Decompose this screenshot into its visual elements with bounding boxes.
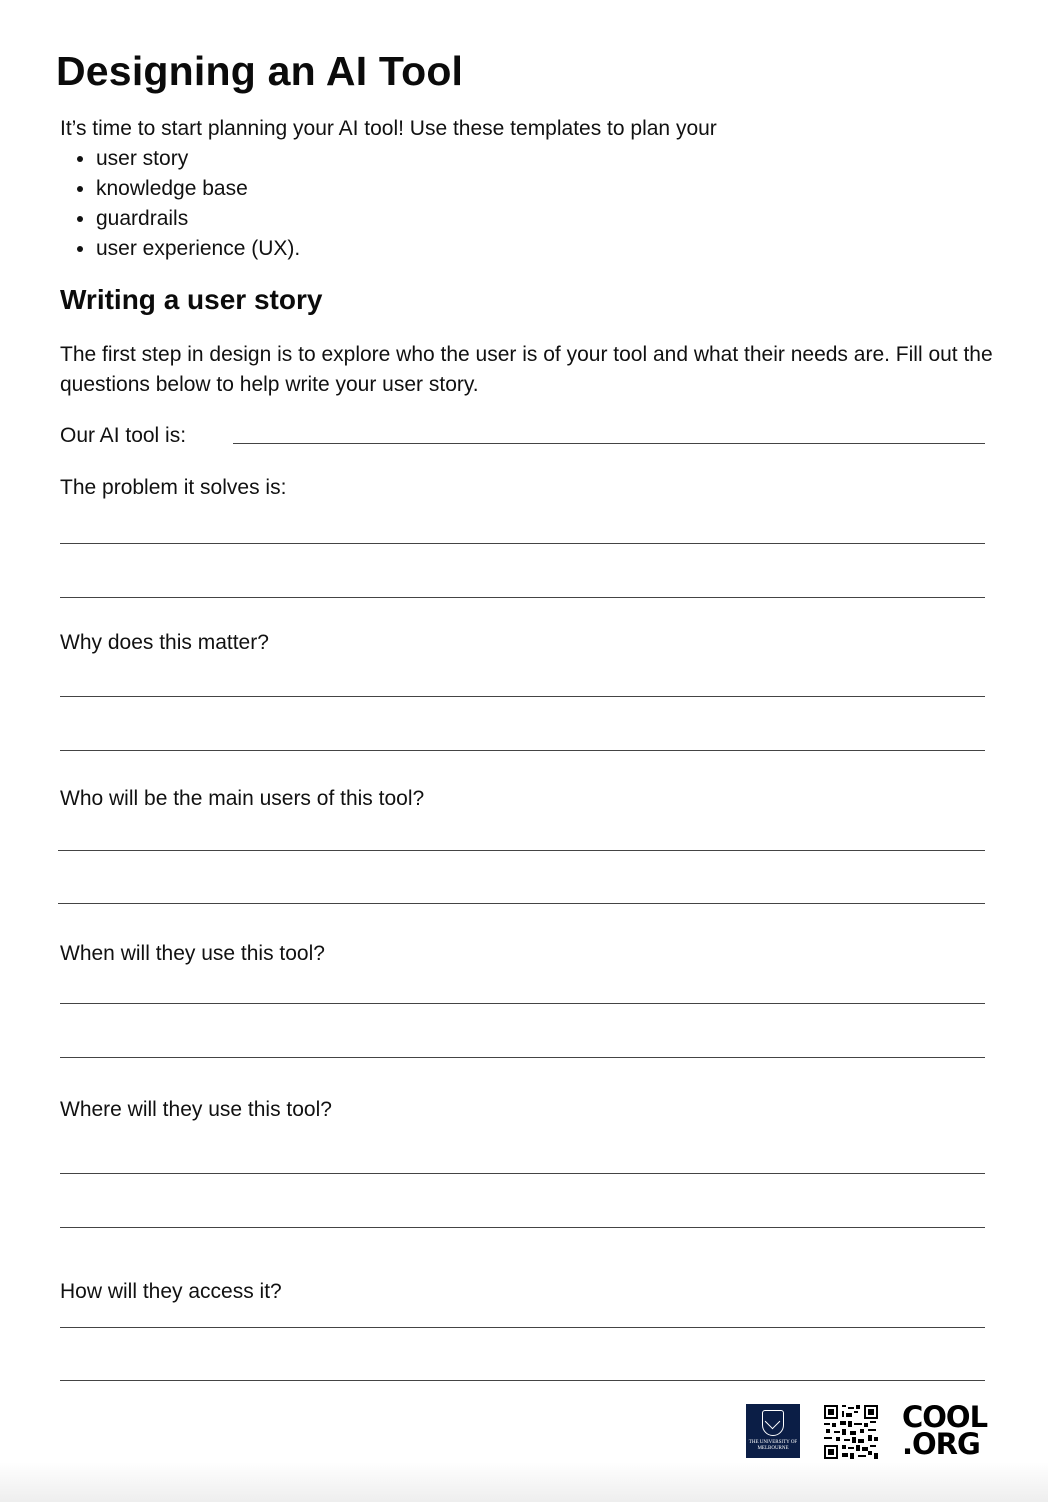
answer-line-when-2[interactable] bbox=[60, 1057, 985, 1058]
question-where: Where will they use this tool? bbox=[60, 1098, 332, 1121]
question-ai-tool: Our AI tool is: bbox=[60, 424, 187, 447]
question-problem: The problem it solves is: bbox=[60, 476, 287, 499]
answer-line-why-2[interactable] bbox=[60, 750, 985, 751]
answer-line-who-2[interactable] bbox=[58, 903, 985, 904]
question-how: How will they access it? bbox=[60, 1280, 282, 1303]
answer-line-how-2[interactable] bbox=[60, 1380, 985, 1381]
intro-text: It’s time to start planning your AI tool! Use these templates to plan your bbox=[60, 117, 717, 140]
answer-line-where-2[interactable] bbox=[60, 1227, 985, 1228]
question-when: When will they use this tool? bbox=[60, 942, 325, 965]
answer-line-when-1[interactable] bbox=[60, 1003, 985, 1004]
page-title: Designing an AI Tool bbox=[56, 48, 464, 94]
answer-line-who-1[interactable] bbox=[58, 850, 985, 851]
question-who: Who will be the main users of this tool? bbox=[60, 787, 425, 810]
list-item: • guardrails bbox=[96, 204, 300, 234]
crest-icon bbox=[762, 1410, 784, 1436]
answer-line-how-1[interactable] bbox=[60, 1327, 985, 1328]
qr-code-icon bbox=[824, 1405, 878, 1459]
list-item: • knowledge base bbox=[96, 174, 300, 204]
page-bottom-shadow bbox=[0, 1462, 1048, 1502]
answer-line-ai-tool[interactable] bbox=[233, 443, 985, 444]
list-item: • user experience (UX). bbox=[96, 234, 300, 264]
unimelb-wordmark: THE UNIVERSITY OF MELBOURNE bbox=[748, 1440, 798, 1451]
section-heading: Writing a user story bbox=[60, 284, 323, 315]
answer-line-problem-2[interactable] bbox=[60, 597, 985, 598]
footer-logos bbox=[746, 1400, 988, 1461]
cool-org-logo: COOL .ORG bbox=[902, 1400, 988, 1461]
question-why: Why does this matter? bbox=[60, 631, 269, 654]
answer-line-why-1[interactable] bbox=[60, 696, 985, 697]
planning-list bbox=[60, 144, 300, 264]
university-of-melbourne-logo bbox=[746, 1404, 800, 1458]
answer-line-problem-1[interactable] bbox=[60, 543, 985, 544]
list-item: • user story bbox=[96, 144, 300, 174]
answer-line-where-1[interactable] bbox=[60, 1173, 985, 1174]
section-paragraph: The first step in design is to explore who the user is of your tool and what their needs are. Fill out the questions below to help write your user story. bbox=[60, 343, 993, 396]
